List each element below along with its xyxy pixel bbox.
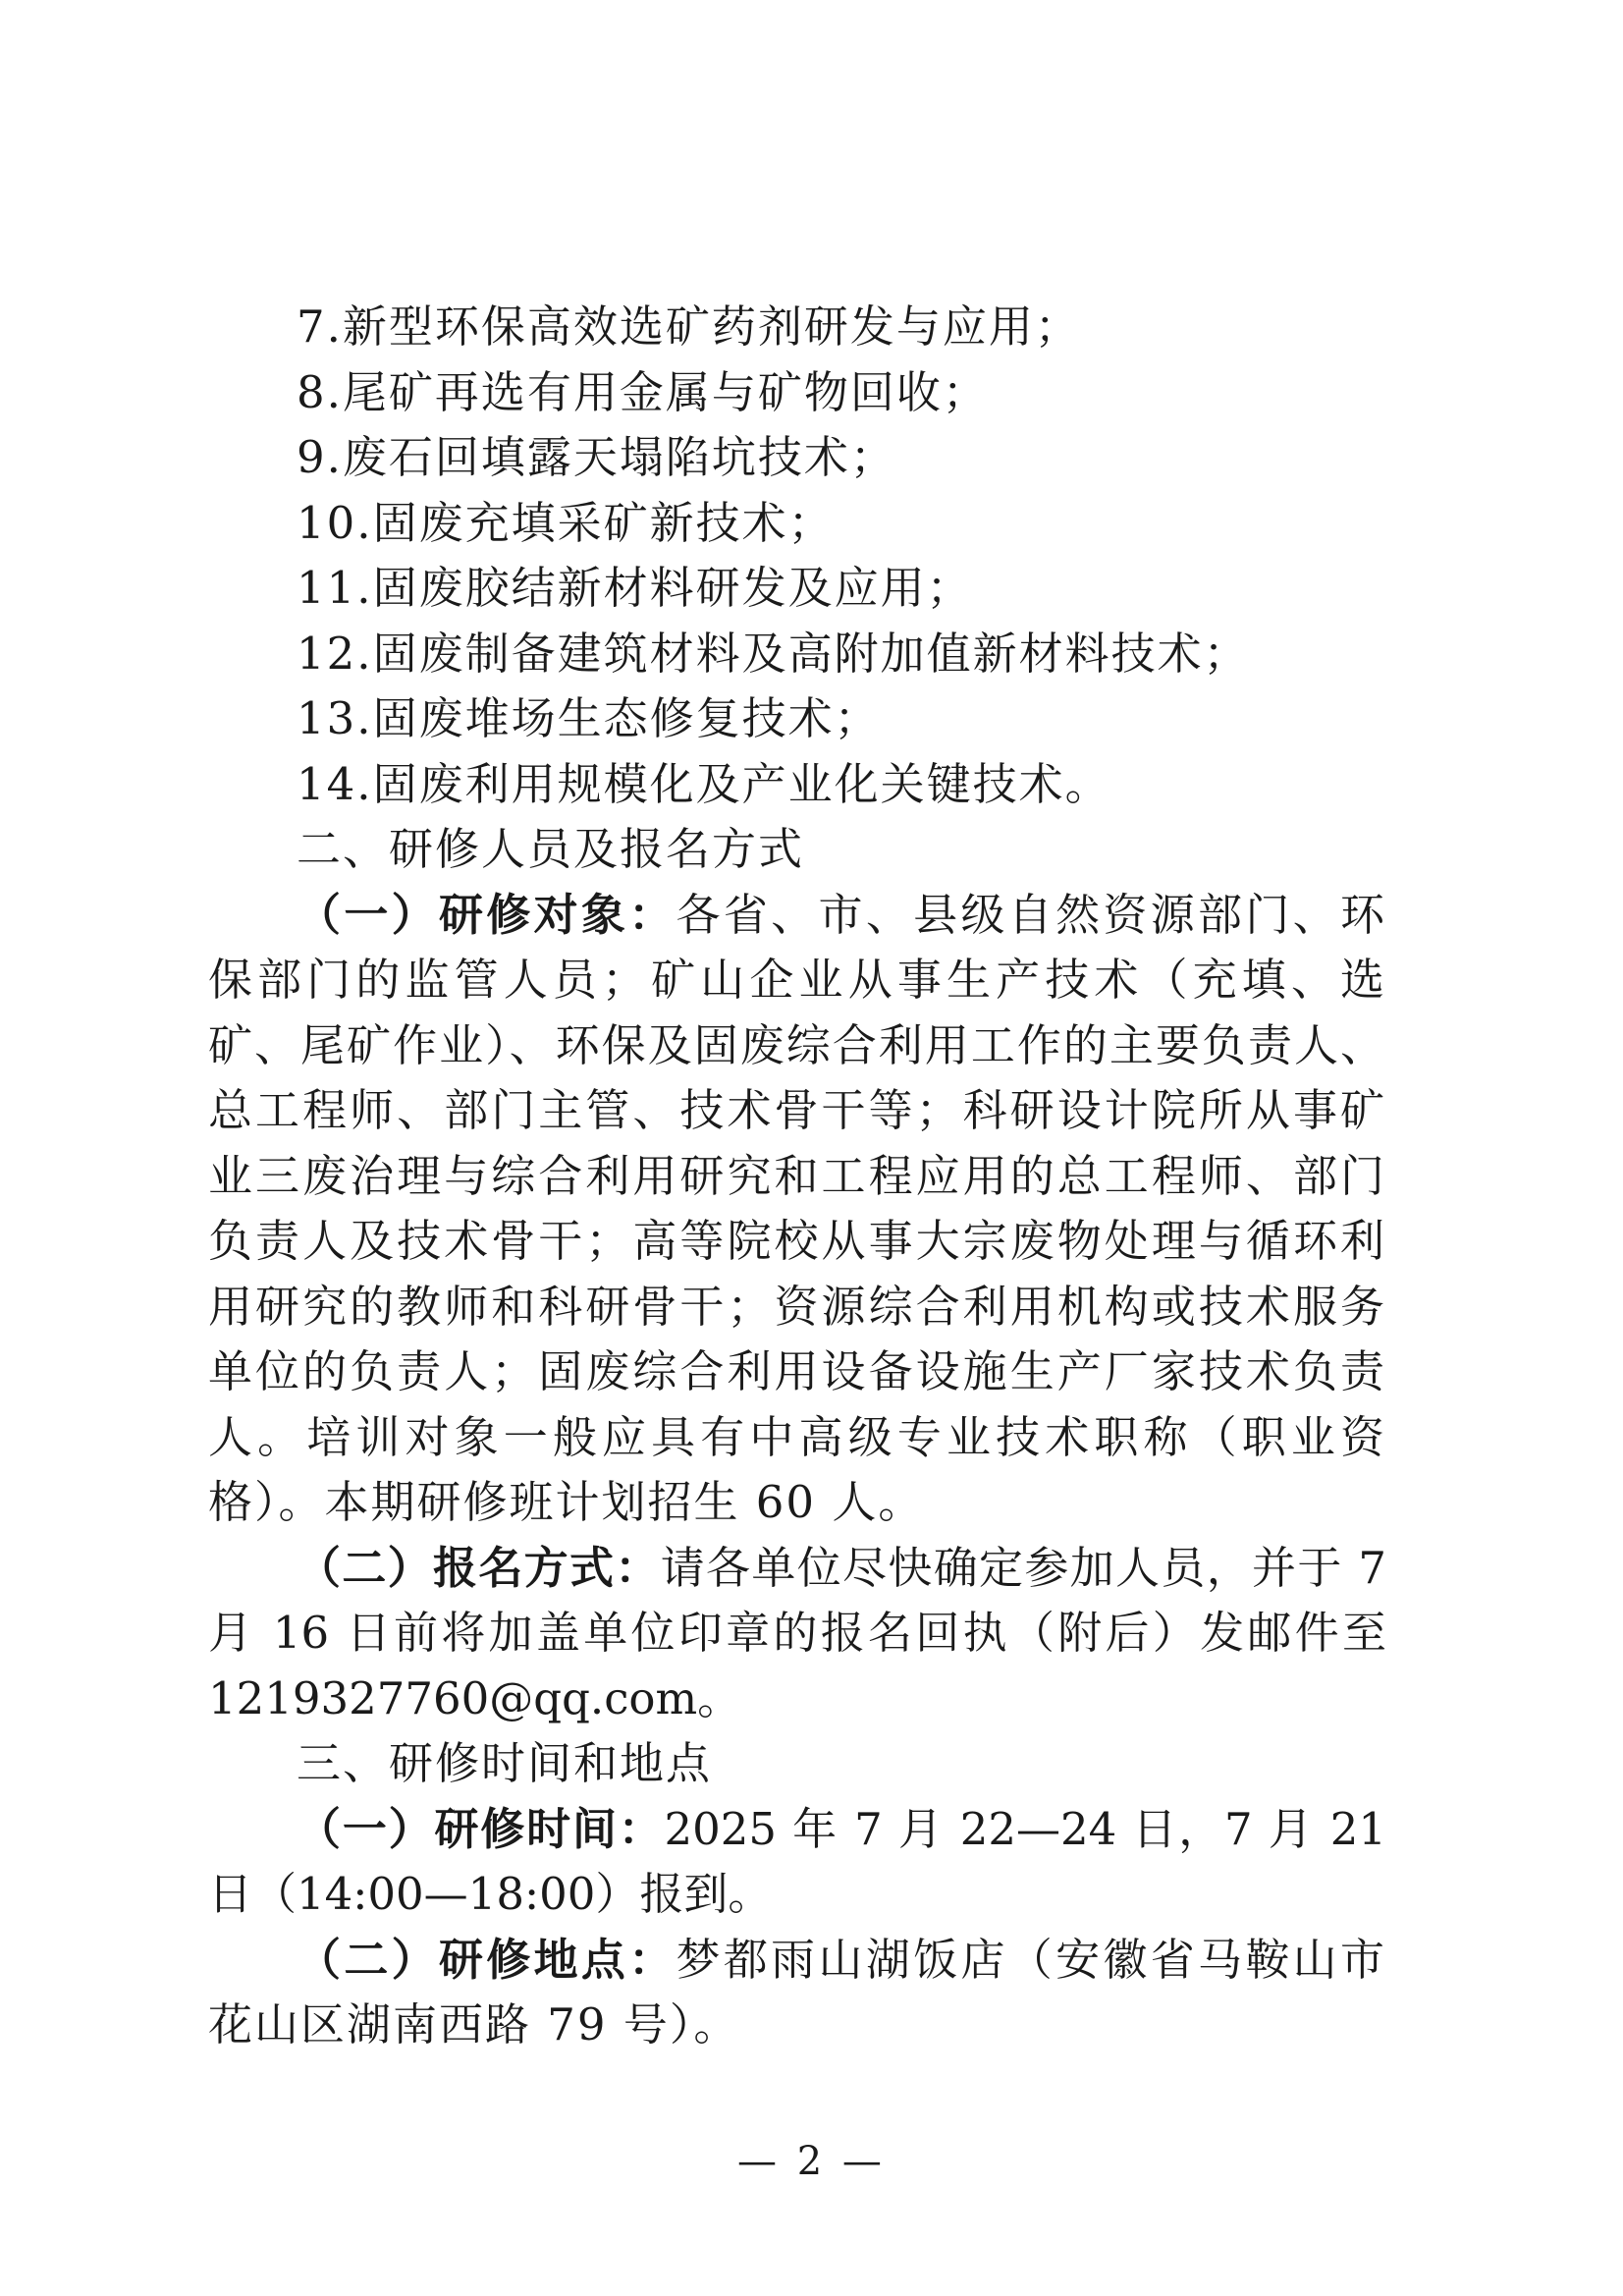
list-item-10: 10.固废充填采矿新技术；: [297, 496, 835, 549]
paragraph-training-location: [208, 1928, 1386, 2058]
section-heading-personnel: 二、研修人员及报名方式: [297, 823, 805, 875]
list-item-13: 13.固废堆场生态修复技术；: [297, 692, 881, 744]
paragraph-registration: [208, 1536, 1386, 1732]
list-item-12: 12.固废制备建筑材料及高附加值新材料技术；: [297, 627, 1250, 680]
list-item-7: 7.新型环保高效选矿药剂研发与应用；: [297, 301, 1081, 353]
paragraph-label: （二）报名方式：: [297, 1541, 661, 1594]
paragraph-text: 各省、市、县级自然资源部门、环保部门的监管人员；矿山企业从事生产技术（充填、选矿、尾矿作业）、环保及固废综合利用工作的主要负责人、总工程师、部门主管、技术骨干等；科研设计院所从事矿业三废治理与综合利用研究和工程应用的总工程师、部门负责人及技术骨干；高等院校从事大宗废物处理与循环利用研究的教师和科研骨干；资源综合利用机构或技术服务单位的负责人；固废综合利用设备设施生产厂家技术负责人。培训对象一般应具有中高级专业技术职称（职业资格）。本期研修班计划招生 60 人。: [208, 888, 1386, 1528]
list-item-14: 14.固废利用规模化及产业化关键技术。: [297, 757, 1111, 810]
paragraph-training-time: [208, 1797, 1386, 1928]
paragraph-label: （二）研修地点：: [297, 1933, 676, 1986]
paragraph-text: 2025 年 7 月 22—24 日，7 月 21 日（14:00—18:00）报到。: [208, 1802, 1386, 1920]
paragraph-label: （一）研修时间：: [297, 1802, 665, 1855]
list-item-9: 9.废石回填露天塌陷坑技术；: [297, 431, 896, 483]
list-item-11: 11.固废胶结新材料研发及应用；: [297, 562, 973, 614]
list-item-8: 8.尾矿再选有用金属与矿物回收；: [297, 365, 989, 418]
document-body: [208, 295, 1386, 2058]
page-number: — 2 —: [737, 2139, 886, 2184]
paragraph-label: （一）研修对象：: [297, 888, 676, 941]
paragraph-training-target: [208, 883, 1386, 1536]
paragraph-text: 请各单位尽快确定参加人员，并于 7 月 16 日前将加盖单位印章的报名回执（附后）发邮件至 1219327760@qq.com。: [208, 1541, 1386, 1724]
section-heading-time-place: 三、研修时间和地点: [297, 1737, 713, 1789]
paragraph-text: 梦都雨山湖饭店（安徽省马鞍山市花山区湖南西路 79 号）。: [208, 1933, 1386, 2050]
